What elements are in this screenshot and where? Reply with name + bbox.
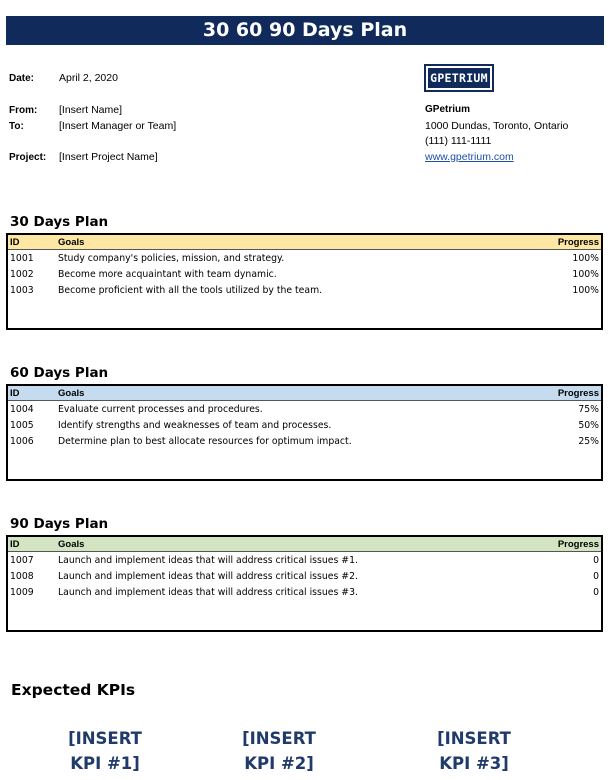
kpi-line: KPI #1]	[70, 754, 140, 773]
page-title: 30 60 90 Days Plan	[6, 16, 604, 45]
row-progress: 75%	[578, 403, 599, 415]
plan30-header	[8, 235, 601, 250]
table-row	[8, 568, 601, 584]
row-goal: Become proficient with all the tools utilized by the team.	[58, 284, 323, 296]
kpi-line: KPI #3]	[439, 754, 509, 773]
plan60-table	[6, 384, 603, 481]
progress-column-header: Progress	[557, 387, 599, 399]
plan60-header	[8, 386, 601, 401]
row-progress: 25%	[578, 435, 599, 447]
row-id: 1009	[10, 586, 34, 598]
kpi-section-title: Expected KPIs	[11, 681, 136, 699]
id-column-header: ID	[10, 538, 20, 550]
to-value: [Insert Manager or Team]	[59, 120, 177, 132]
row-id: 1005	[10, 419, 34, 431]
table-row	[8, 552, 601, 568]
goals-column-header: Goals	[58, 538, 85, 550]
table-row	[8, 584, 601, 600]
goals-column-header: Goals	[58, 236, 85, 248]
progress-column-header: Progress	[557, 538, 599, 550]
row-progress: 0	[593, 554, 599, 566]
table-row	[8, 266, 601, 282]
row-goal: Identify strengths and weaknesses of team and processes.	[58, 419, 332, 431]
plan30-title: 30 Days Plan	[10, 214, 109, 230]
kpi-line: [INSERT	[437, 729, 511, 748]
plan90-table	[6, 535, 603, 632]
table-row	[8, 417, 601, 433]
row-id: 1006	[10, 435, 34, 447]
goals-column-header: Goals	[58, 387, 85, 399]
row-id: 1007	[10, 554, 34, 566]
row-goal: Become more acquaintant with team dynamic.	[58, 268, 277, 280]
row-progress: 100%	[572, 252, 599, 264]
table-row	[8, 401, 601, 417]
kpi-placeholder	[50, 726, 160, 776]
row-progress: 50%	[578, 419, 599, 431]
row-id: 1003	[10, 284, 34, 296]
row-progress: 0	[593, 570, 599, 582]
row-id: 1002	[10, 268, 34, 280]
row-progress: 0	[593, 586, 599, 598]
project-value: [Insert Project Name]	[59, 151, 158, 163]
kpi-line: [INSERT	[68, 729, 142, 748]
project-label: Project:	[9, 152, 47, 163]
kpi-line: KPI #2]	[244, 754, 314, 773]
row-goal: Launch and implement ideas that will address critical issues #3.	[58, 586, 358, 598]
date-value: April 2, 2020	[59, 72, 118, 84]
plan30-table	[6, 233, 603, 330]
company-address: 1000 Dundas, Toronto, Ontario	[425, 120, 569, 132]
row-goal: Launch and implement ideas that will address critical issues #1.	[58, 554, 358, 566]
id-column-header: ID	[10, 387, 20, 399]
id-column-header: ID	[10, 236, 20, 248]
company-logo-text: GPETRIUM	[428, 68, 490, 88]
row-goal: Determine plan to best allocate resources for optimum impact.	[58, 435, 352, 447]
row-progress: 100%	[572, 284, 599, 296]
row-id: 1001	[10, 252, 34, 264]
row-goal: Launch and implement ideas that will address critical issues #2.	[58, 570, 358, 582]
kpi-placeholder	[224, 726, 334, 776]
to-label: To:	[9, 121, 24, 132]
company-website-link[interactable]: www.gpetrium.com	[425, 151, 514, 163]
company-logo	[424, 64, 494, 92]
row-id: 1008	[10, 570, 34, 582]
plan60-title: 60 Days Plan	[10, 365, 109, 381]
company-name: GPetrium	[425, 104, 471, 115]
from-value: [Insert Name]	[59, 104, 123, 116]
plan90-title: 90 Days Plan	[10, 516, 109, 532]
row-progress: 100%	[572, 268, 599, 280]
row-goal: Study company's policies, mission, and strategy.	[58, 252, 285, 264]
progress-column-header: Progress	[557, 236, 599, 248]
row-id: 1004	[10, 403, 34, 415]
plan90-header	[8, 537, 601, 552]
company-phone: (111) 111-1111	[425, 135, 492, 147]
table-row	[8, 433, 601, 449]
from-label: From:	[9, 105, 38, 116]
table-row	[8, 282, 601, 298]
kpi-placeholder	[419, 726, 529, 776]
table-row	[8, 250, 601, 266]
row-goal: Evaluate current processes and procedures.	[58, 403, 263, 415]
date-label: Date:	[9, 73, 35, 84]
kpi-line: [INSERT	[242, 729, 316, 748]
